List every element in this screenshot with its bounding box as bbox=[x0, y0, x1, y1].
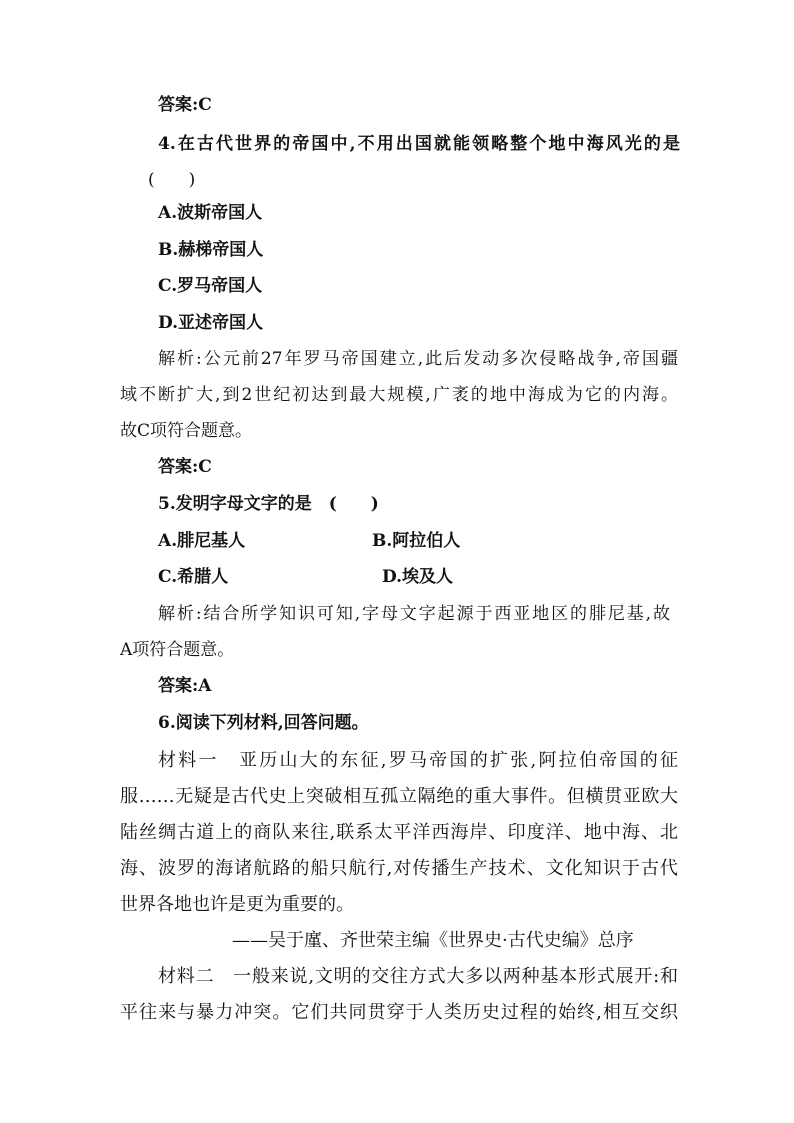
material-1-line-5: 世界各地也许是更为重要的。 bbox=[120, 894, 354, 915]
question-4-analysis-line-1: 解析:公元前27年罗马帝国建立,此后发动多次侵略战争,帝国疆 bbox=[158, 349, 678, 369]
answer-line-5: 答案:A bbox=[158, 676, 212, 696]
material-1-line-2: 服……无疑是古代史上突破相互孤立隔绝的重大事件。但横贯亚欧大 bbox=[120, 786, 678, 807]
question-4-blank: ( ) bbox=[148, 170, 196, 190]
material-1-line-1: 材料一 亚历山大的东征,罗马帝国的扩张,阿拉伯帝国的征 bbox=[158, 750, 678, 771]
question-5-stem: 5.发明字母文字的是 ( ) bbox=[158, 494, 379, 514]
question-4-stem: 4.在古代世界的帝国中,不用出国就能领略整个地中海风光的是 bbox=[158, 134, 680, 154]
question-5-option-b: B.阿拉伯人 bbox=[372, 531, 461, 551]
question-4-option-c: C.罗马帝国人 bbox=[158, 276, 263, 296]
question-5-analysis-line-2: A项符合题意。 bbox=[120, 640, 235, 660]
material-2-line-1: 材料二 一般来说,文明的交往方式大多以两种基本形式展开:和 bbox=[158, 966, 678, 987]
question-4-analysis-line-2: 域不断扩大,到2世纪初达到最大规模,广袤的地中海成为它的内海。 bbox=[120, 385, 678, 405]
question-4-option-a: A.波斯帝国人 bbox=[158, 203, 263, 223]
question-5-option-a: A.腓尼基人 bbox=[158, 531, 246, 551]
answer-line-4: 答案:C bbox=[158, 457, 212, 477]
question-5-analysis-line-1: 解析:结合所学知识可知,字母文字起源于西亚地区的腓尼基,故 bbox=[158, 604, 670, 624]
question-5-option-d: D.埃及人 bbox=[382, 567, 454, 587]
question-4-analysis-line-3: 故C项符合题意。 bbox=[120, 421, 253, 441]
question-6-stem: 6.阅读下列材料,回答问题。 bbox=[158, 713, 369, 733]
question-4-option-b: B.赫梯帝国人 bbox=[158, 240, 264, 260]
material-1-source: ——吴于廑、齐世荣主编《世界史·古代史编》总序 bbox=[232, 930, 634, 951]
question-4-option-d: D.亚述帝国人 bbox=[158, 313, 264, 333]
answer-line-3: 答案:C bbox=[158, 95, 212, 115]
material-1-line-4: 海、波罗的海诸航路的船只航行,对传播生产技术、文化知识于古代 bbox=[120, 858, 678, 879]
material-2-line-2: 平往来与暴力冲突。它们共同贯穿于人类历史过程的始终,相互交织 bbox=[120, 1002, 678, 1023]
question-5-option-c: C.希腊人 bbox=[158, 567, 229, 587]
material-1-line-3: 陆丝绸古道上的商队来往,联系太平洋西海岸、印度洋、地中海、北 bbox=[120, 822, 678, 843]
